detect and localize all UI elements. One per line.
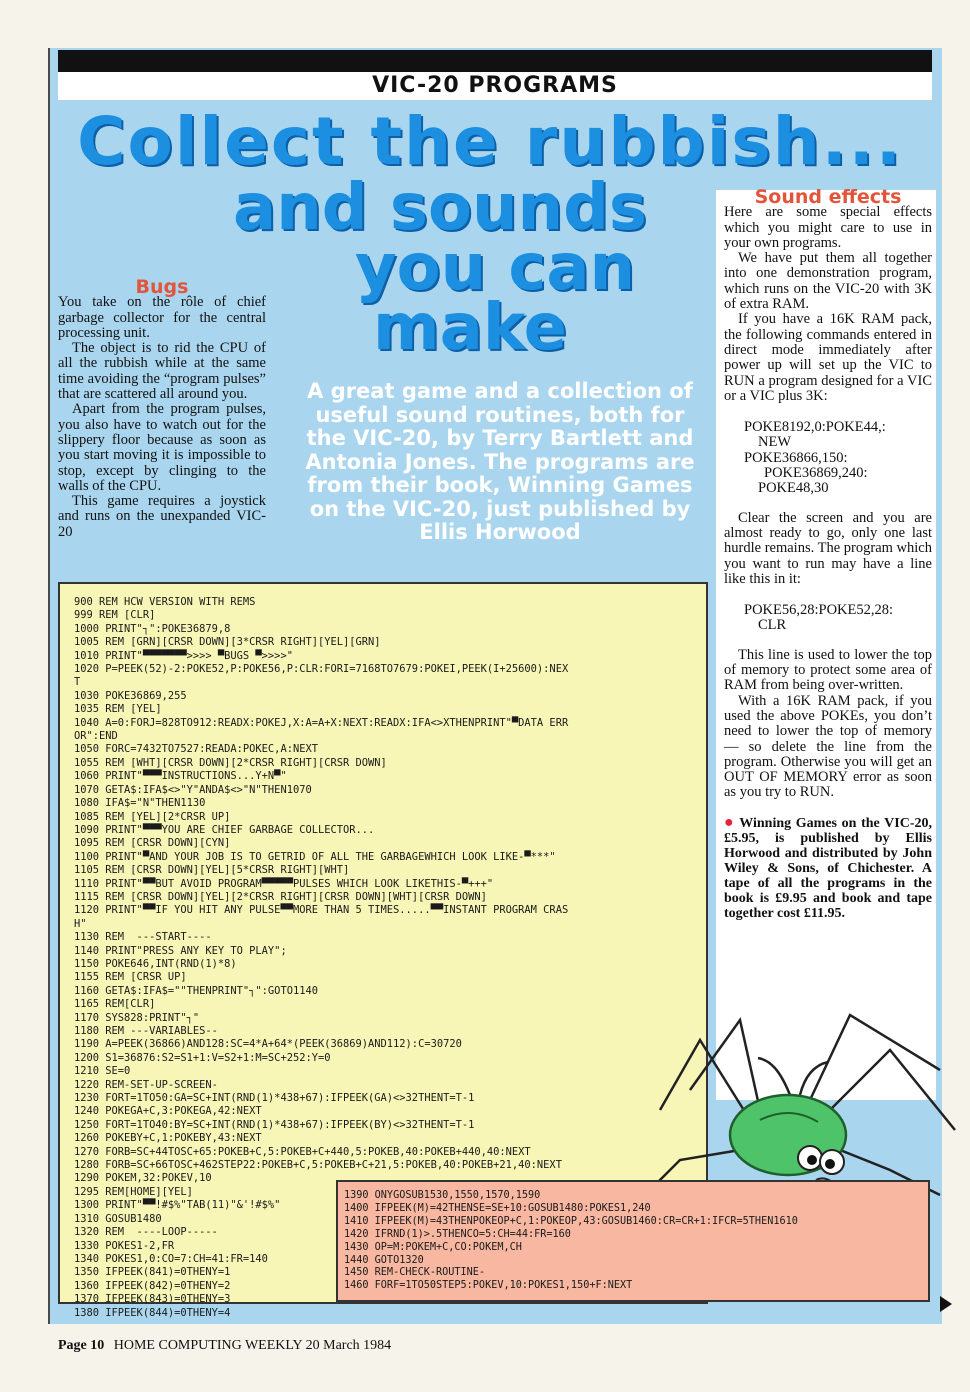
credit-text: Winning Games on the VIC-20, £5.95, is published by Ellis Horwood and distributed by John Wiley & Sons, of Chichester. A tape of all the programs in the book is £9.95 and book and tape together cost £11.95. [724, 815, 932, 921]
bugs-paragraph: The object is to rid the CPU of all the rubbish while at the same time avoiding the “program pulses” that are scattered all around you. [58, 340, 266, 403]
sound-effects-column [724, 186, 932, 921]
code-listing-1: 900 REM HCW VERSION WITH REMS 999 REM [CLR] 1000 PRINT"┐":POKE36879,8 1005 REM [GRN][CRSR DOWN][3*CRSR RIGHT][YEL][GRN] 1010 PRINT"▀▀▀▀▀▀▀>>>> ▀BUGS ▀>>>>" 1020 P=PEEK(52)-2:POKE52,P:POKE56,P:CLR:FORI=7168TO7679:POKEI,PEEK(I+25600):NEX T 1030 POKE36869,255 1035 REM [YEL] 1040 A=0:FORJ=828TO912:READX:POKEJ,X:A=A+X:NEXT:READX:IFA<>XTHENPRINT"▀DATA ERR OR":END 1050 FORC=7432TO7527:READA:POKEC,A:NEXT 1055 REM [WHT][CRSR DOWN][2*CRSR RIGHT][CRSR DOWN] 1060 PRINT"▀▀▀INSTRUCTIONS...Y+N▀" 1070 GETA$:IFA$<>"Y"ANDA$<>"N"THEN1070 1080 IFA$="N"THEN1130 1085 REM [YEL][2*CRSR UP] 1090 PRINT"▀▀▀YOU ARE CHIEF GARBAGE COLLECTOR... 1095 REM [CRSR DOWN][CYN] 1100 PRINT"▀AND YOUR JOB IS TO GETRID OF ALL THE GARBAGEWHICH LOOK LIKE-▀***" 1105 REM [CRSR DOWN][YEL][5*CRSR RIGHT][WHT] 1110 PRINT"▀▀BUT AVOID PROGRAM▀▀▀▀▀PULSES WHICH LOOK LIKETHIS-▀+++" 1115 REM [CRSR DOWN][YEL][2*CRSR RIGHT][CRSR DOWN][WHT][CRSR DOWN] 1120 PRINT"▀▀IF YOU HIT ANY PULSE▀▀MORE THAN 5 TIMES.....▀▀INSTANT PROGRAM CRAS H" 1130 REM ---START---- 1140 PRINT"PRESS ANY KEY TO PLAY"; 1150 POKE646,INT(RND(1)*8) 1155 REM [CRSR UP] 1160 GETA$:IFA$=""THENPRINT"┐":GOTO1140 1165 REM[CLR] 1170 SYS828:PRINT"┐" 1180 REM ---VARIABLES-- 1190 A=PEEK(36866)AND128:SC=4*A+64*(PEEK(36869)AND112):C=30720 1200 S1=36876:S2=S1+1:V=S2+1:M=SC+252:Y=0 1210 SE=0 1220 REM-SET-UP-SCREEN- 1230 FORT=1TO50:GA=SC+INT(RND(1)*438+67):IFPEEK(GA)<>32THENT=T-1 1240 POKEGA+C,3:POKEGA,42:NEXT 1250 FORT=1TO40:BY=SC+INT(RND(1)*438+67):IFPEEK(BY)<>32THENT=T-1 1260 POKEBY+C,1:POKEBY,43:NEXT 1270 FORB=SC+44TOSC+65:POKEB+C,5:POKEB+C+440,5:POKEB,40:POKEB+440,40:NEXT 1280 FORB=SC+66TOSC+462STEP22:POKEB+C,5:POKEB+C+21,5:POKEB,40:POKEB+21,40:NEXT 1290 POKEM,32:POKEV,10 1295 REM[HOME][YEL] 1300 PRINT"▀▀!#$%"TAB(11)"&'!#$%" 1310 GOSUB1480 1320 REM ----LOOP----- 1330 POKES1-2,FR 1340 POKES1,0:CO=7:CH=41:FR=140 1350 IFPEEK(841)=0THENY=1 1360 IFPEEK(842)=0THENY=2 1370 IFPEEK(843)=0THENY=3 1380 IFPEEK(844)=0THENY=4 [74, 596, 569, 1319]
poke-line: POKE48,30 [758, 480, 829, 497]
bugs-heading: Bugs [135, 276, 189, 298]
bugs-column [58, 276, 266, 540]
sound-paragraph: This line is used to lower the top of memory to protect some area of RAM from being over-written. [724, 646, 932, 694]
headline [60, 104, 920, 180]
headline-line-1: Collect the rubbish... [77, 103, 903, 180]
bug-illustration [640, 1010, 960, 1200]
poke-commands [744, 420, 932, 496]
sound-effects-heading: Sound effects [754, 186, 902, 208]
headline-line-4: make [372, 291, 568, 365]
program-listing-2 [336, 1180, 930, 1302]
page-footer [58, 1338, 391, 1354]
poke-line: POKE36866,150: [744, 449, 848, 466]
sound-paragraph: If you have a 16K RAM pack, the following commands entered in direct mode immediately after power up will set up the VIC to RUN a program designed for a VIC or a VIC plus 3K: [724, 311, 932, 404]
poke-line: POKE8192,0:POKE44,: [744, 419, 886, 436]
sound-paragraph: We have put them all together into one demonstration program, which runs on the VIC-20 with 3K of extra RAM. [724, 250, 932, 313]
poke-line: POKE36869,240: [764, 465, 868, 482]
headline-line-3: you can [354, 231, 636, 305]
section-title: VIC-20 PROGRAMS [58, 72, 932, 100]
poke-line: CLR [758, 617, 787, 634]
poke-line: POKE56,28:POKE52,28: [744, 602, 894, 619]
sound-paragraph: With a 16K RAM pack, if you used the above POKEs, you don’t need to lower the top of memory — so delete the line from the program. Otherwise you will get an OUT OF MEMORY error as soon as you try to RUN. [724, 692, 932, 801]
sound-paragraph: Clear the screen and you are almost ready to go, only one last hurdle remains. The program which you want to run may have a line like this in it: [724, 509, 932, 587]
poke-line: NEW [758, 434, 792, 451]
continue-arrow-icon [940, 1296, 952, 1312]
sound-paragraph: Here are some special effects which you might care to use in your own programs. [724, 204, 932, 251]
publication-name: HOME COMPUTING WEEKLY 20 March 1984 [113, 1338, 392, 1353]
code-listing-2: 1390 ONYGOSUB1530,1550,1570,1590 1400 IFPEEK(M)=42THENSE=SE+10:GOSUB1480:POKES1,240 1410 IFPEEK(M)=43THENPOKEOP+C,1:POKEOP,43:GOSUB1460:CR=CR+1:IFCR=5THEN1610 1420 IFRND(1)>.5THENCO=5:CH=44:FR=160 1430 OP=M:POKEM+C,CO:POKEM,CH 1440 GOTO1320 1450 REM-CHECK-ROUTINE- 1460 FORF=1TO50STEP5:POKEV,10:POKES1,150+F:NEXT [344, 1190, 798, 1292]
bugs-paragraph: You take on the rôle of chief garbage collector for the central processing unit. [58, 294, 266, 341]
bugs-paragraph: Apart from the program pulses, you also have to watch out for the slippery floor because as soon as you start moving it is impossible to stop, except by clinging to the walls of the CPU. [58, 401, 266, 494]
standfirst: A great game and a collection of useful sound routines, both for the VIC-20, by Terry Bartlett and Antonia Jones. The programs are from their book, Winning Games on the VIC-20, just published by Ellis Horwood [305, 379, 695, 544]
headline-line-2: and sounds [233, 171, 647, 245]
book-credit [724, 815, 932, 921]
top-rule [58, 50, 932, 72]
page-number: Page 10 [58, 1338, 105, 1353]
bugs-paragraph: This game requires a joystick and runs on the unexpanded VIC-20 [58, 493, 266, 540]
bullet-icon: ● [724, 813, 735, 831]
poke-commands-2 [744, 603, 932, 634]
